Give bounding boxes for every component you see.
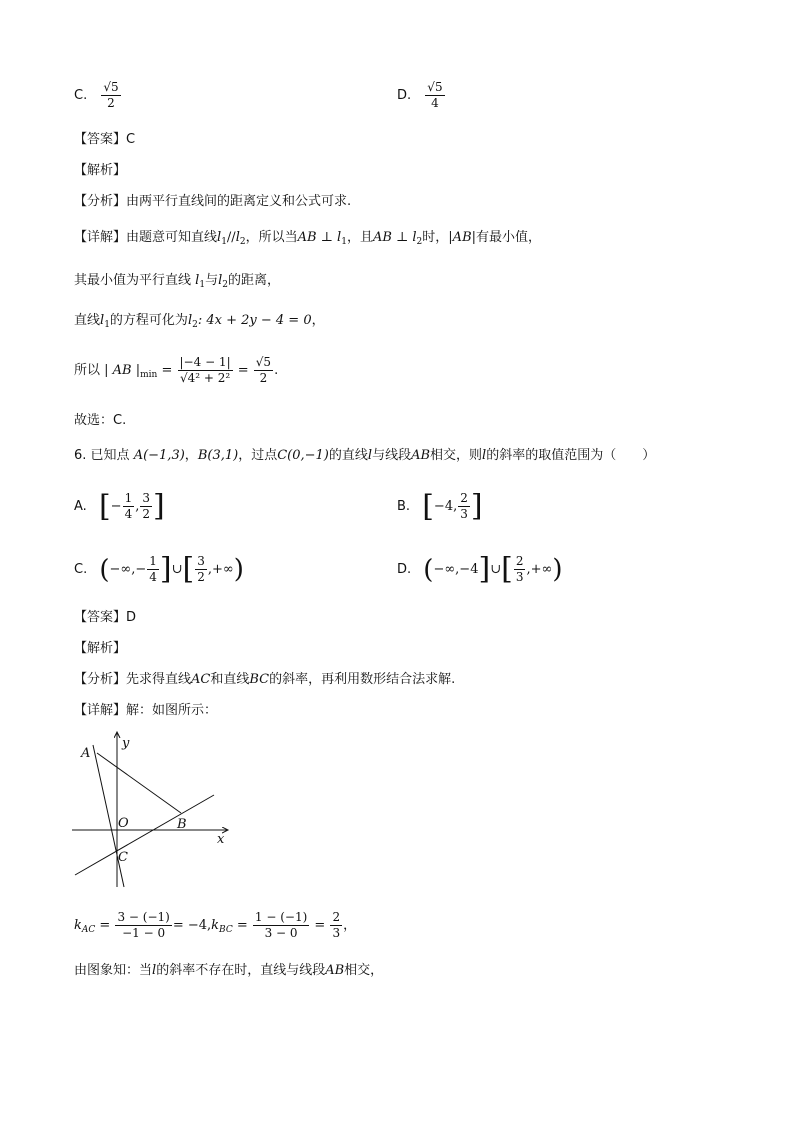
coordinate-figure	[70, 727, 240, 892]
math: B(3,1)	[197, 448, 239, 463]
option-label: D.	[397, 562, 412, 577]
numerator: 2	[515, 554, 524, 568]
q5-analysis-heading: 【解析】	[74, 163, 127, 178]
text: 的距离，	[227, 273, 280, 288]
text: 相交，	[344, 963, 384, 978]
text: 所以	[74, 363, 101, 378]
denominator: 3 − 0	[264, 926, 298, 940]
q6-option-c: C. (−∞,− $\frac{1}{4}$ ]∪[ $\frac{3}{2}$ ,+∞)	[74, 551, 244, 587]
subscript: 1	[221, 237, 227, 247]
text: 相交，则	[430, 448, 483, 463]
subscript: AC	[81, 925, 96, 935]
fraction	[253, 910, 309, 941]
q6-answer: 【答案】D	[74, 610, 137, 625]
q6-detail: 【详解】解：如图所示：	[74, 703, 218, 718]
option-label: C.	[74, 88, 88, 103]
math: l	[195, 273, 200, 288]
math: l	[235, 230, 240, 245]
point-a-label: A	[81, 746, 91, 761]
text: ，且	[346, 230, 373, 245]
subscript: 2	[192, 320, 198, 330]
text: ，	[343, 918, 357, 933]
text: 6. 已知点	[74, 448, 130, 463]
math: −4,	[433, 499, 458, 514]
subscript: 2	[416, 237, 423, 247]
point-c-label: C	[118, 850, 128, 865]
text: 其最小值为平行直线	[74, 273, 192, 288]
text: 【分析】先求得直线	[74, 672, 192, 687]
math: −∞,−	[109, 562, 147, 577]
numerator: |−4 − 1|	[179, 355, 231, 369]
math: l	[218, 273, 223, 288]
denominator: 4	[149, 570, 157, 584]
denominator: −1 − 0	[122, 926, 166, 940]
q6-analysis-heading: 【解析】	[74, 641, 127, 656]
subscript: 1	[199, 280, 206, 290]
numerator: 3	[197, 554, 205, 568]
fraction	[458, 491, 470, 522]
q5-detail-line	[74, 229, 541, 251]
point-b-label: B	[177, 817, 187, 832]
text: 有最小值，	[476, 230, 542, 245]
denominator: 2	[107, 96, 115, 110]
fraction	[178, 355, 233, 386]
denominator: 3	[515, 570, 524, 584]
text: 【详解】由题意可知直线	[74, 230, 218, 245]
numerator: √5	[427, 80, 443, 94]
math: l	[100, 313, 105, 328]
subscript: 1	[104, 320, 110, 330]
text: 直线	[74, 313, 101, 328]
numerator: 3	[142, 491, 150, 505]
subscript: 2	[222, 280, 228, 290]
fraction	[147, 554, 159, 585]
math: k	[74, 918, 82, 933]
text: 的斜率，再利用数形结合法求解.	[269, 672, 456, 687]
q6-option-d: D. (−∞,−4]∪[ $\frac{2}{3}$ ,+∞)	[397, 551, 563, 587]
x-label: x	[217, 832, 225, 847]
math: ∪	[171, 562, 183, 577]
numerator: 3 − (−1)	[117, 910, 170, 924]
fraction	[254, 355, 273, 386]
q6-option-a: A. [− $\frac{1}{4}$ , $\frac{3}{2}$ ]	[74, 488, 165, 524]
math: A(−1,3)	[133, 448, 185, 463]
q5-option-d	[397, 80, 446, 111]
text: 由图象知：当	[74, 963, 153, 978]
denominator: 2	[197, 570, 205, 584]
line-bc	[75, 795, 214, 875]
subscript: min	[140, 370, 158, 380]
text: ，	[311, 313, 325, 328]
math: l	[367, 448, 373, 463]
text: ，所以当	[245, 230, 298, 245]
math: l	[152, 963, 157, 978]
subscript: BC	[219, 925, 233, 935]
q5-option-c	[74, 80, 122, 111]
denominator: 2	[259, 371, 268, 385]
text: ，过点	[238, 448, 278, 463]
subscript: 1	[341, 237, 347, 247]
numerator: 2	[460, 491, 468, 505]
text: 与	[205, 273, 219, 288]
fraction	[123, 491, 135, 522]
q5-answer: 【答案】C	[74, 132, 136, 147]
numerator: 2	[332, 910, 341, 924]
math: AB	[411, 448, 431, 463]
q6-last-line	[74, 962, 383, 980]
q5-conclusion: 故选：C.	[74, 413, 127, 428]
option-label: D.	[397, 88, 412, 103]
math: | AB |	[104, 363, 141, 378]
math: l	[482, 448, 487, 463]
denominator: √4² + 2²	[179, 371, 231, 385]
denominator: 3	[332, 926, 341, 940]
math: BC	[249, 672, 270, 687]
text: 和直线	[210, 672, 250, 687]
text: 的斜率的取值范围为（ ）	[486, 448, 656, 463]
fraction	[425, 80, 444, 111]
denominator: 4	[431, 96, 439, 110]
math: |AB|	[448, 230, 476, 245]
q6-slopes: $k_{AC}$ = $\frac{3 - (-1)}{-1 - 0}$ = $-4,k_{BC}$ = $\frac{1 - (-1)}{3 - 0}$ = $\frac{2}{3}$ ，	[74, 910, 357, 940]
q6-stem	[74, 447, 655, 465]
fraction	[115, 910, 171, 941]
math: = −4,	[172, 918, 212, 933]
denominator: 3	[460, 507, 468, 521]
q5-line4: 所以 | AB $|_{min}$ = $\frac{|-4 - 1|}{\text{√4² + 2²}}$ = $\frac{√5}{2}$ .	[74, 355, 279, 385]
math: //	[226, 230, 236, 245]
math: AB	[325, 963, 345, 978]
q6-fenxi	[74, 671, 455, 689]
math: C(0,−1)	[277, 448, 329, 463]
math: AC	[191, 672, 211, 687]
q5-line2	[74, 272, 280, 294]
text: 的方程可化为	[109, 313, 188, 328]
math: −∞,−4	[433, 562, 479, 577]
math: AB ⊥ l	[297, 230, 342, 245]
fraction	[195, 554, 207, 585]
option-label: A.	[74, 499, 87, 514]
numerator: 1	[124, 491, 133, 505]
numerator: √5	[255, 355, 272, 369]
math: k	[211, 918, 220, 933]
fraction	[140, 491, 152, 522]
math: l	[217, 230, 222, 245]
segment-ab	[97, 753, 181, 813]
option-label: C.	[74, 562, 88, 577]
fraction	[514, 554, 526, 585]
text: ，	[184, 448, 198, 463]
fraction	[101, 80, 120, 111]
math: ,+∞	[526, 562, 553, 577]
q5-line3	[74, 312, 325, 334]
text: 的斜率不存在时，直线与线段	[156, 963, 326, 978]
option-label: B.	[397, 499, 411, 514]
text: .	[274, 363, 279, 378]
y-label: y	[122, 736, 130, 751]
subscript: 2	[239, 237, 246, 247]
math: : 4x + 2y − 4 = 0	[197, 313, 312, 328]
q6-option-b: B. [−4, $\frac{2}{3}$ ]	[397, 488, 483, 524]
text: 与线段	[372, 448, 412, 463]
math: AB ⊥ l	[372, 230, 417, 245]
text: 时，	[422, 230, 449, 245]
origin-label: O	[118, 816, 129, 831]
q5-fenxi: 【分析】由两平行直线间的距离定义和公式可求.	[74, 194, 352, 209]
numerator: 1 − (−1)	[254, 910, 308, 924]
math: ,+∞	[207, 562, 234, 577]
fraction	[330, 910, 342, 941]
numerator: 1	[149, 554, 157, 568]
text: 的直线	[328, 448, 368, 463]
denominator: 4	[124, 507, 133, 521]
math: ∪	[490, 562, 502, 577]
numerator: √5	[103, 80, 119, 94]
math: l	[187, 313, 193, 328]
denominator: 2	[142, 507, 150, 521]
